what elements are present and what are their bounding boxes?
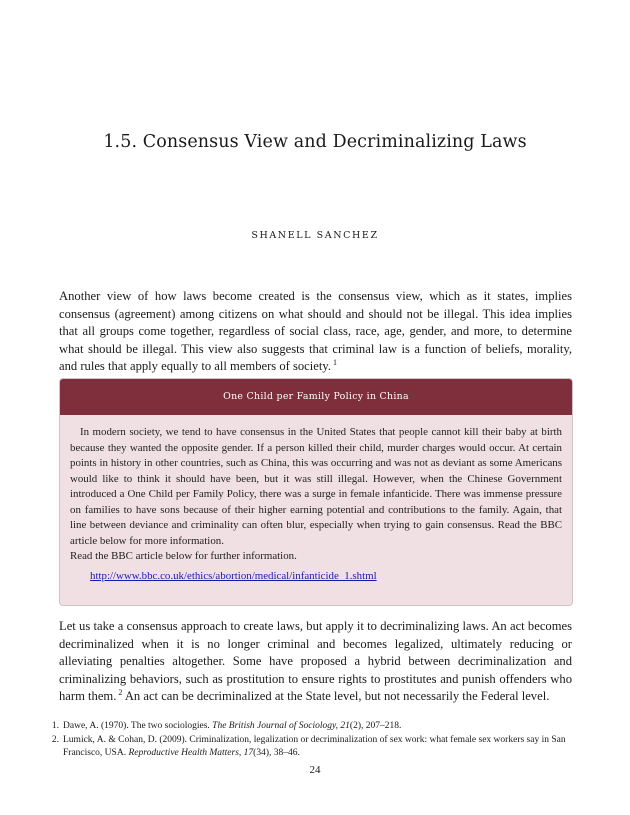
textbox-read-more: Read the BBC article below for further information.	[70, 550, 297, 562]
footnote-pages: (2), 207–218.	[349, 721, 402, 731]
author-name: SHANELL SANCHEZ	[251, 230, 379, 241]
paragraph-text-before: Let us take a consensus approach to create laws, but apply it to decriminalizing laws. An act becomes decriminalized when it is no longer criminal and becomes legalized, ultimately reducing or alleviating penalties altogether. Some have proposed a hybrid between decriminalization and criminalizing behaviors, such as prostitution to ensure rights to prostitutes and punish offenders who harm them.	[59, 619, 572, 703]
footnote-number: 1.	[51, 721, 59, 731]
bbc-article-link[interactable]: http://www.bbc.co.uk/ethics/abortion/medical/infanticide_1.shtml	[90, 569, 377, 582]
footnote-item	[35, 720, 575, 734]
paragraph-text: Another view of how laws become created is the consensus view, which as it states, implies consensus (agreement) among citizens on what should and should not be illegal. This idea implies that all groups come together, regardless of social class, race, age, gender, and more, to determine what should be illegal. This view also suggests that criminal law is a function of beliefs, morality, and rules that apply equally to all members of society.	[59, 289, 572, 373]
footnote-ref-1[interactable]: 1	[332, 358, 337, 367]
page-number: 24	[309, 764, 321, 776]
textbox-body	[60, 415, 572, 584]
footnote-text	[63, 734, 575, 761]
footnote-text	[63, 720, 575, 734]
footnote-number: 2.	[51, 734, 59, 745]
paragraph-decriminalizing	[59, 618, 572, 706]
footnote-pages: (34), 38–46.	[253, 748, 300, 758]
footnote-citation: Dawe, A. (1970). The two sociologies.	[63, 721, 210, 731]
textbox-one-child-policy	[59, 378, 573, 606]
footnote-journal: Reproductive Health Matters, 17	[128, 748, 254, 758]
footnote-ref-2[interactable]: 2	[118, 688, 123, 697]
chapter-title: 1.5. Consensus View and Decriminalizing Laws	[103, 131, 527, 152]
footnote-item	[35, 734, 575, 761]
paragraph-text-after: An act can be decriminalized at the State level, but not necessarily the Federal level.	[124, 689, 550, 703]
footnote-citation: Lumick, A. & Cohan, D. (2009). Criminalization, legalization or decriminalization of sex work: what female sex workers say in San Francisco, USA.	[63, 734, 566, 758]
textbox-paragraph: In modern society, we tend to have consensus in the United States that people cannot kill their baby at birth because they wanted the opposite gender. If a person killed their child, murder charges would occur. At certain points in history in other countries, such as China, this was occurring and was not as deviant as some Americans would like to think it should have been, but it was still illegal. However, when the Chinese Government introduced a One Child per Family Policy, there was a surge in female infanticide. There was immense pressure on families to have sons because of their higher earning potential and contributions to the family. Again, that line between deviance and criminality can often blur, especially when trying to gain consensus. Read the BBC article below for more information.	[70, 426, 562, 547]
textbox-header: One Child per Family Policy in China	[60, 379, 572, 415]
footnotes-list	[35, 720, 575, 761]
paragraph-consensus-view	[59, 288, 572, 376]
footnote-journal: The British Journal of Sociology, 21	[212, 721, 350, 731]
